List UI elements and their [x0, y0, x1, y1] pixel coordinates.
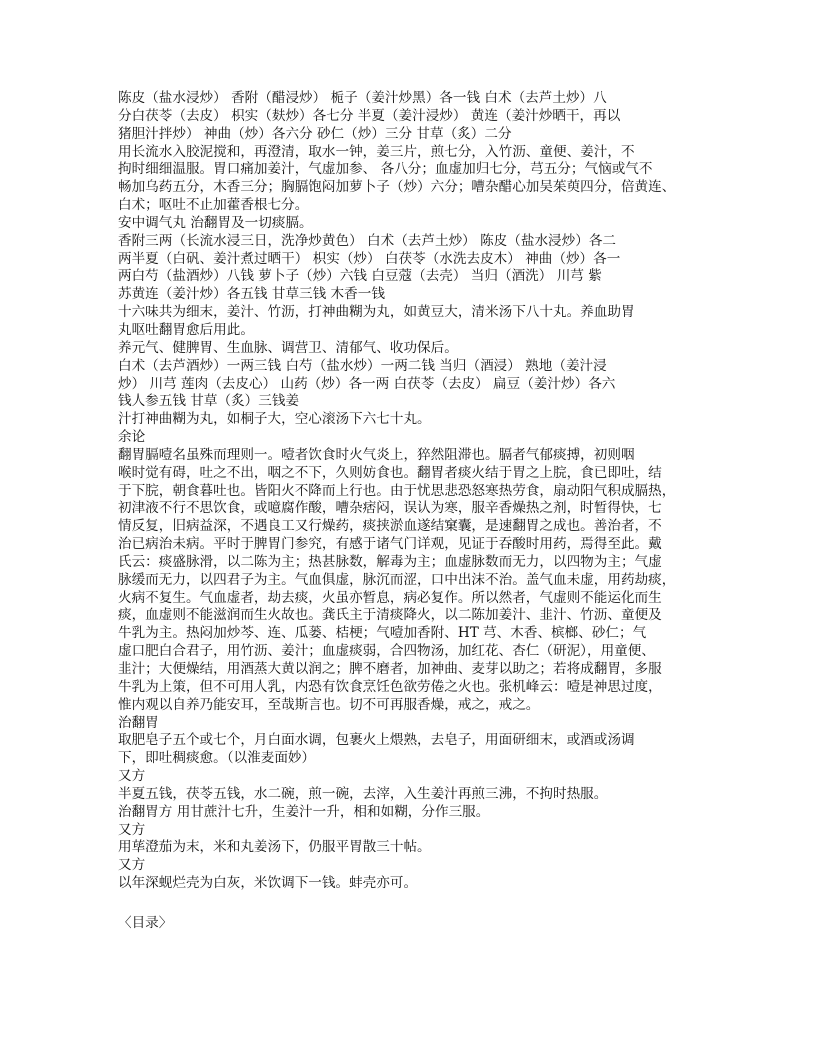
text-line: 治翻胃方 用甘蔗汁七升，生姜汁一升，相和如糊，分作三服。 [118, 803, 490, 820]
text-line: 陈皮（盐水浸炒） 香附（醋浸炒） 栀子（姜汁炒黑）各一钱 白术（去芦土炒）八 [118, 90, 607, 106]
text-line: 丸呕吐翻胃愈后用此。 [118, 321, 254, 338]
text-line: 喉时觉有碍，吐之不出，咽之不下，久则妨食也。翻胃者痰火结于胃之上脘，食已即吐，结 [118, 464, 662, 481]
spacer [118, 893, 718, 911]
section-heading: 又方 [118, 768, 146, 785]
text-line: 惟内观以自养乃能安耳，至哉斯言也。切不可再服香燥，戒之，戒之。 [118, 696, 540, 713]
text-line: 拘时细细温服。胃口痛加姜汁，气虚加参、 各八分；血虚加归七分，芎五分；气恼或气不 [118, 161, 653, 178]
text-line: 炒） 川芎 莲肉（去皮心） 山药（炒）各一两 白茯苓（去皮） 扁豆（姜汁炒）各六 [118, 375, 616, 392]
text-line: 虚口肥白合君子，用竹沥、姜汁；血虚痰弱，合四物汤，加红花、杏仁（研泥），用童便、 [118, 643, 655, 660]
text-line: 翻胃膈噎名虽殊而理则一。噎者饮食时火气炎上，猝然阻滞也。膈者气郁痰搏，初则咽 [118, 446, 635, 463]
text-line: 以年深蚬烂壳为白灰，米饮调下一钱。蚌壳亦可。 [118, 875, 418, 892]
text-line: 白术（去芦酒炒）一两三钱 白芍（盐水炒）一两二钱 当归（酒浸） 熟地（姜汁浸 [118, 357, 607, 374]
text-line: 牛乳为主。热闷加炒芩、连、瓜蒌、桔梗；气噎加香附、HT 芎、木香、槟榔、砂仁；气 [118, 625, 647, 642]
section-heading: 安中调气丸 治翻胃及一切痰膈。 [118, 214, 313, 231]
text-line: 情反复，旧病益深，不遇良工又行燥药，痰挟淤血遂结窠囊，是速翻胃之成也。善治者，不 [118, 518, 662, 535]
text-line: 分白茯苓（去皮） 枳实（麸炒）各七分 半夏（姜汁浸炒） 黄连（姜汁炒晒干，再以 [118, 107, 621, 124]
section-heading: 又方 [118, 821, 146, 838]
text-line: 白术；呕吐不止加藿香根七分。 [118, 197, 309, 214]
text-line: 养元气、健脾胃、生血脉、调营卫、清郁气、收功保后。 [118, 339, 458, 356]
section-heading: 治翻胃 [118, 714, 159, 731]
text-line: 牛乳为上策，但不可用人乳，内恐有饮食烹饪色欲劳倦之火也。张机峰云：噎是神思过度， [118, 678, 662, 695]
text-line: 十六味共为细末，姜汁、竹沥，打神曲糊为丸，如黄豆大，清米汤下八十丸。养血助胃 [118, 304, 635, 321]
text-line: 汁打神曲糊为丸，如桐子大，空心滚汤下六七十丸。 [118, 411, 431, 428]
text-line: 苏黄连（姜汁炒）各五钱 甘草三钱 木香一钱 [118, 286, 385, 303]
document-body [118, 90, 718, 893]
text-line: 香附三两（长流水浸三日，洗净炒黄色） 白术（去芦土炒） 陈皮（盐水浸炒）各二 [118, 232, 617, 249]
text-line: 氏云：痰盛脉滑，以二陈为主；热甚脉数，解毒为主；血虚脉数而无力，以四物为主；气虚 [118, 553, 662, 570]
table-of-contents-link[interactable]: 〈目录〉 [118, 914, 173, 931]
text-line: 于下脘，朝食暮吐也。皆阳火不降而上行也。由于忧思悲恐怒寒热劳食，扇动阳气积成膈热， [118, 482, 676, 499]
text-line: 半夏五钱，茯苓五钱，水二碗，煎一碗，去滓，入生姜汁再煎三沸，不拘时热服。 [118, 785, 608, 802]
text-line: 治已病治未病。平时于脾胃门参究，有感于诸气门详观，见证于吞酸时用药，焉得至此。戴 [118, 536, 662, 553]
text-line: 用长流水入胶泥搅和，再澄清，取水一钟，姜三片，煎七分，入竹沥、童便、姜汁，不 [118, 143, 635, 160]
text-line: 两半夏（白矾、姜汁煮过晒干） 枳实（炒） 白茯苓（水洗去皮木） 神曲（炒）各一 [118, 250, 621, 267]
text-line: 猪胆汁拌炒） 神曲（炒）各六分 砂仁（炒）三分 甘草（炙）二分 [118, 125, 512, 142]
document-page [118, 90, 718, 933]
section-heading: 又方 [118, 857, 146, 874]
text-line: 痰，血虚则不能滋润而生火故也。龚氏主于清痰降火，以二陈加姜汁、韭汁、竹沥、童便及 [118, 607, 662, 624]
text-line: 钱人参五钱 甘草（炙）三钱姜 [118, 393, 300, 410]
text-line: 两白芍（盐酒炒）八钱 萝卜子（炒）六钱 白豆蔻（去壳） 当归（酒洗） 川芎 紫 [118, 268, 602, 285]
text-line: 脉缓而无力，以四君子为主。气血俱虚，脉沉而涩，口中出沫不治。盖气血未虚，用药劫痰， [118, 571, 676, 588]
section-heading: 余论 [118, 429, 146, 446]
text-line: 火病不复生。气血虚者，劫去痰，火虽亦暂息，病必复作。所以然者，气虚则不能运化而生 [118, 589, 662, 606]
text-line: 畅加乌药五分，木香三分；胸膈饱闷加萝卜子（炒）六分；嘈杂醋心加吴茱萸四分，倍黄连、 [118, 179, 676, 196]
text-line: 韭汁；大便燥结，用酒蒸大黄以润之；脾不磨者，加神曲、麦芽以助之；若将成翻胃，多服 [118, 661, 662, 677]
text-line: 用荜澄茄为末，米和丸姜汤下，仍服平胃散三十帖。 [118, 839, 431, 856]
text-line: 初津液不行不思饮食，或噫腐作酸，嘈杂痞闷，误认为寒，服辛香燥热之剂，时暂得快，七 [118, 500, 662, 517]
text-line: 下，即吐稠痰愈。（以淮麦面妙） [118, 750, 316, 767]
text-line: 取肥皂子五个或七个，月白面水调，包裹火上煨熟，去皂子，用面研细末，或酒或汤调 [118, 732, 635, 749]
